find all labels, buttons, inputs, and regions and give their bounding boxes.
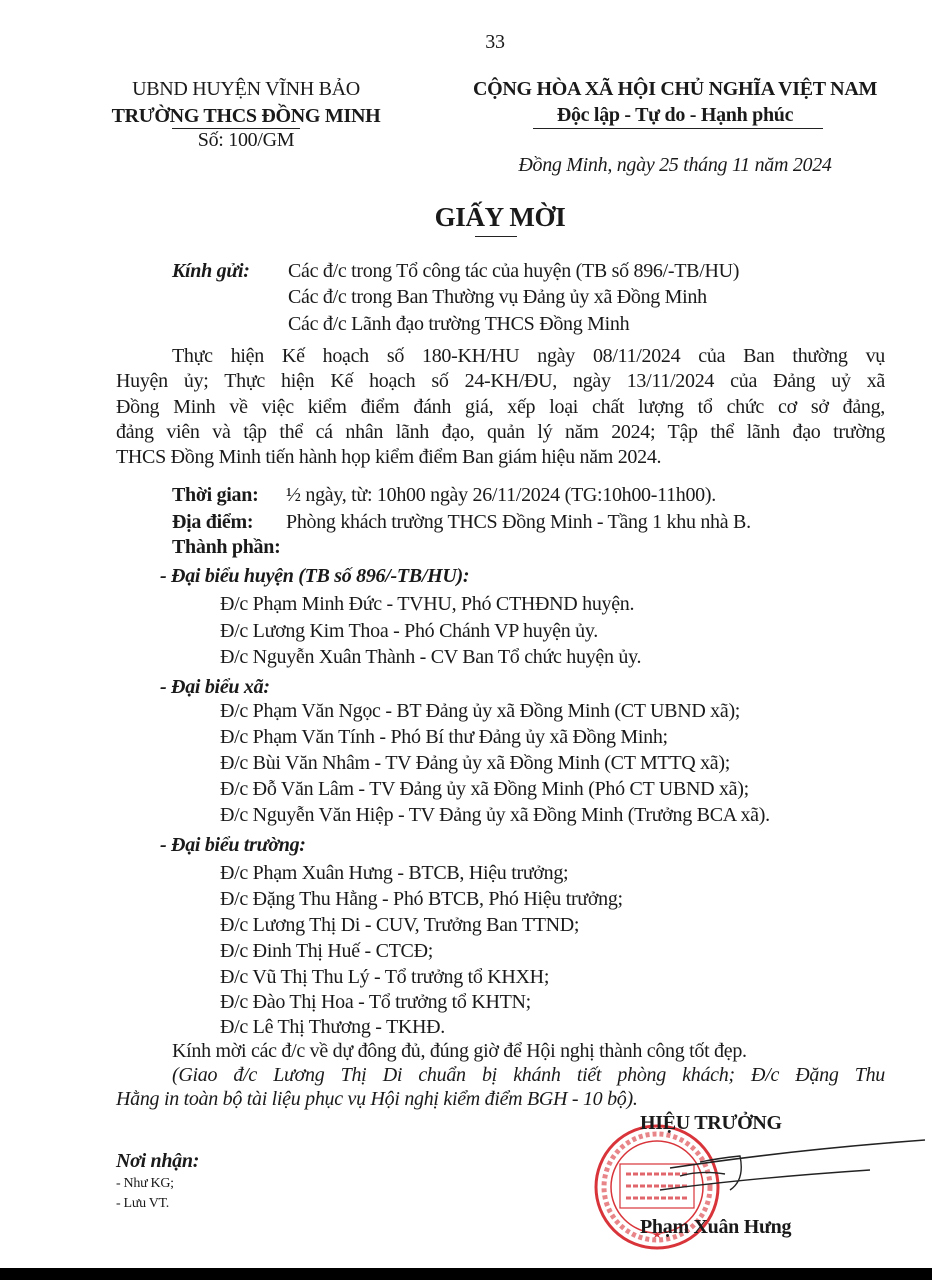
group-label-commune: - Đại biểu xã: [160, 676, 270, 698]
title-underline [475, 236, 517, 237]
recipient: Các đ/c trong Ban Thường vụ Đảng ủy xã Đồng Minh [288, 286, 707, 308]
note-line: (Giao đ/c Lương Thị Di chuẩn bị khánh tiết phòng khách; Đ/c Đặng Thu [172, 1064, 885, 1086]
body-line: THCS Đồng Minh tiến hành họp kiểm điểm Ban giám hiệu năm 2024. [116, 446, 662, 468]
signer-title: HIỆU TRƯỞNG [640, 1112, 782, 1134]
body-line: Đồng Minh về việc kiểm điểm đánh giá, xếp loại chất lượng tổ chức cơ sở đảng, [116, 396, 885, 418]
body-line: đảng viên và tập thể cá nhân lãnh đạo, quản lý năm 2024; Tập thể lãnh đạo trường [116, 421, 885, 443]
participant: Đ/c Bùi Văn Nhâm - TV Đảng ủy xã Đồng Minh (CT MTTQ xã); [220, 752, 730, 774]
time-value: ½ ngày, từ: 10h00 ngày 26/11/2024 (TG:10h00-11h00). [286, 484, 716, 506]
document-title: GIẤY MỜI [434, 202, 566, 232]
group-label-school: - Đại biểu trường: [160, 834, 306, 856]
participant: Đ/c Vũ Thị Thu Lý - Tổ trưởng tổ KHXH; [220, 966, 550, 988]
document-number: Số: 100/GM [197, 129, 295, 151]
group-label-district: - Đại biểu huyện (TB số 896/-TB/HU): [160, 565, 470, 587]
body-line: Thực hiện Kế hoạch số 180-KH/HU ngày 08/11/2024 của Ban thường vụ [172, 345, 885, 367]
school-name: TRƯỜNG THCS ĐỒNG MINH [111, 105, 381, 127]
distribution-item: - Như KG; [116, 1176, 174, 1191]
participant: Đ/c Nguyễn Xuân Thành - CV Ban Tổ chức huyện ủy. [220, 646, 642, 668]
recipient: Các đ/c trong Tổ công tác của huyện (TB số 896/-TB/HU) [288, 260, 740, 282]
participant: Đ/c Đặng Thu Hằng - Phó BTCB, Phó Hiệu trưởng; [220, 888, 623, 910]
participant: Đ/c Đinh Thị Huế - CTCĐ; [220, 940, 433, 962]
participant: Đ/c Nguyễn Văn Hiệp - TV Đảng ủy xã Đồng Minh (Trưởng BCA xã). [220, 804, 770, 826]
closing-line: Kính mời các đ/c về dự đông đủ, đúng giờ để Hội nghị thành công tốt đẹp. [172, 1040, 747, 1062]
recipients-label: Kính gửi: [172, 260, 250, 282]
motto-underline [533, 128, 823, 129]
place-value: Phòng khách trường THCS Đồng Minh - Tầng 1 khu nhà B. [286, 511, 751, 533]
distribution-item: - Lưu VT. [116, 1196, 169, 1211]
recipient: Các đ/c Lãnh đạo trường THCS Đồng Minh [288, 313, 630, 335]
participant: Đ/c Phạm Minh Đức - TVHU, Phó CTHĐND huyện. [220, 593, 635, 615]
page-number: 33 [485, 31, 505, 53]
participants-label: Thành phần: [172, 536, 281, 558]
participant: Đ/c Lương Kim Thoa - Phó Chánh VP huyện ủy. [220, 620, 598, 642]
place-label: Địa điểm: [172, 511, 254, 533]
signer-name: Phạm Xuân Hưng [640, 1216, 792, 1238]
national-motto: Độc lập - Tự do - Hạnh phúc [556, 104, 794, 126]
handwritten-signature [640, 1130, 930, 1220]
agency-name: UBND HUYỆN VĨNH BẢO [132, 78, 360, 100]
date-line: Đồng Minh, ngày 25 tháng 11 năm 2024 [518, 154, 832, 176]
bottom-border [0, 1268, 932, 1280]
participant: Đ/c Phạm Văn Tính - Phó Bí thư Đảng ủy xã Đồng Minh; [220, 726, 668, 748]
participant: Đ/c Lê Thị Thương - TKHĐ. [220, 1016, 446, 1038]
time-label: Thời gian: [172, 484, 259, 506]
national-title: CỘNG HÒA XÃ HỘI CHỦ NGHĨA VIỆT NAM [472, 78, 878, 100]
participant: Đ/c Lương Thị Di - CUV, Trưởng Ban TTND; [220, 914, 580, 936]
participant: Đ/c Phạm Xuân Hưng - BTCB, Hiệu trưởng; [220, 862, 569, 884]
participant: Đ/c Phạm Văn Ngọc - BT Đảng ủy xã Đồng Minh (CT UBND xã); [220, 700, 741, 722]
participant: Đ/c Đỗ Văn Lâm - TV Đảng ủy xã Đồng Minh (Phó CT UBND xã); [220, 778, 749, 800]
distribution-label: Nơi nhận: [116, 1150, 200, 1172]
note-line: Hằng in toàn bộ tài liệu phục vụ Hội nghị kiểm điểm BGH - 10 bộ). [116, 1088, 638, 1110]
participant: Đ/c Đào Thị Hoa - Tổ trưởng tổ KHTN; [220, 991, 531, 1013]
body-line: Huyện ủy; Thực hiện Kế hoạch số 24-KH/ĐU, ngày 13/11/2024 của Đảng uỷ xã [116, 370, 885, 392]
